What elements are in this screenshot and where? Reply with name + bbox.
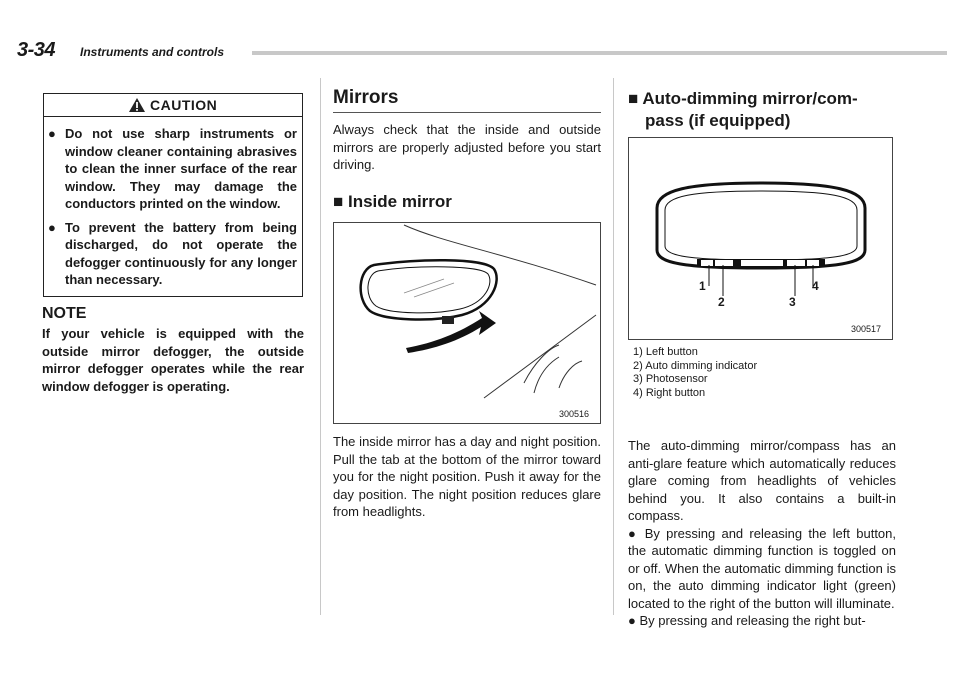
inside-mirror-illustration bbox=[334, 223, 600, 423]
auto-dimming-heading: ■ Auto-dimming mirror/com- pass (if equipped) bbox=[628, 89, 858, 130]
legend-item: 1) Left button bbox=[633, 346, 698, 358]
mirrors-title: Mirrors bbox=[333, 87, 399, 108]
caution-item: ● Do not use sharp instruments or window cleaner containing abrasives to clean the inner surface of the rear window. They may damage the conductors printed on the window. bbox=[48, 126, 297, 211]
warning-triangle-icon bbox=[128, 97, 146, 113]
mirrors-intro: Always check that the inside and outside mirrors are properly adjusted before you start driving. bbox=[333, 122, 601, 172]
page-number: 3-34 bbox=[17, 39, 56, 61]
callout-1: 1 bbox=[699, 279, 706, 293]
note-text: If your vehicle is equipped with the outside mirror defogger, the outside mirror defogger operates while the rear window defogger is operating. bbox=[42, 326, 304, 394]
bullet-icon: ● bbox=[628, 525, 645, 541]
auto-dimming-mirror-illustration bbox=[629, 138, 892, 339]
inside-mirror-text: The inside mirror has a day and night position. Pull the tab at the bottom of the mirror toward you for the night position. Push it away for the day position. The night position reduces glare from headlights. bbox=[333, 434, 601, 519]
section-title: Instruments and controls bbox=[80, 45, 225, 59]
bullet-paragraph: ● By pressing and releasing the left button, the automatic dimming function is toggled on or off. When the automatic dimming function is on, the auto dimming indicator light (green) located to the right of the button will illuminate. bbox=[628, 525, 896, 611]
figure-code: 300516 bbox=[559, 409, 590, 419]
note-heading: NOTE bbox=[42, 305, 87, 322]
inside-mirror-heading: ■ Inside mirror bbox=[333, 192, 452, 211]
column-divider-right bbox=[613, 78, 614, 615]
caution-list bbox=[45, 125, 297, 295]
bullet-paragraph: ● By pressing and releasing the right but- bbox=[628, 613, 866, 628]
legend-item: 2) Auto dimming indicator bbox=[633, 359, 758, 372]
auto-dimming-body bbox=[628, 437, 896, 630]
legend-item: 3) Photosensor bbox=[633, 373, 708, 385]
figure-legend bbox=[633, 346, 757, 400]
caution-item: ● To prevent the battery from being discharged, do not operate the defogger continuously for any longer than necessary. bbox=[48, 219, 297, 287]
callout-3: 3 bbox=[789, 295, 796, 309]
bullet-icon: ● bbox=[48, 126, 56, 141]
inside-mirror-figure bbox=[333, 222, 601, 424]
bullet-icon: ● bbox=[48, 219, 56, 235]
figure-code: 300517 bbox=[851, 324, 882, 334]
callout-2: 2 bbox=[718, 295, 725, 309]
auto-dimming-text: The auto-dimming mirror/compass has an anti-glare feature which automatically reduces glare coming from headlights of vehicles behind you. It also contains a built-in compass. bbox=[628, 438, 896, 523]
auto-dimming-mirror-figure bbox=[628, 137, 893, 340]
legend-item: 4) Right button bbox=[633, 386, 706, 399]
bullet-icon: ● bbox=[628, 613, 640, 628]
callout-4: 4 bbox=[812, 279, 819, 293]
column-divider-left bbox=[320, 78, 321, 615]
header-rule bbox=[252, 51, 947, 55]
mirrors-title-rule bbox=[333, 112, 601, 113]
caution-label: CAUTION bbox=[150, 97, 218, 113]
